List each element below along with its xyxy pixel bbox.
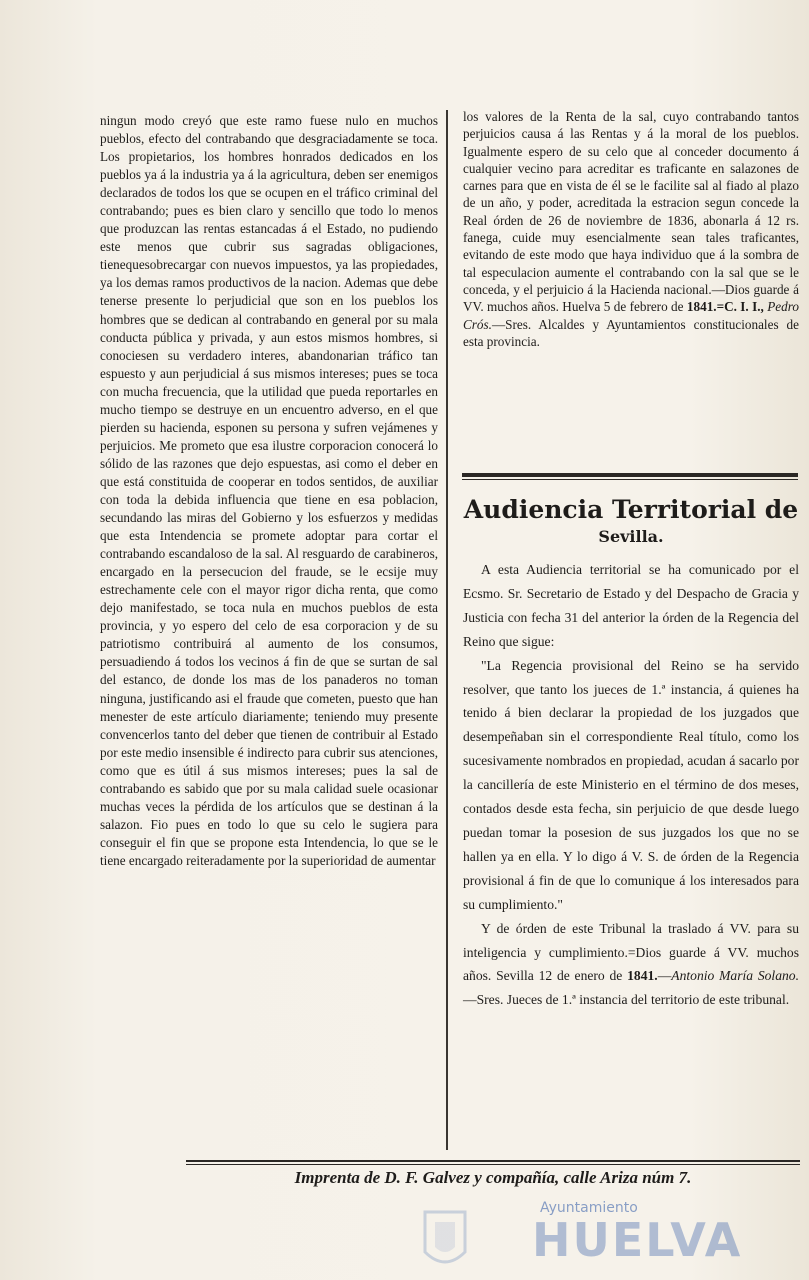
paragraph-3-body: Y de órden de este Tribunal la traslado á VV. para su inteligencia y cumplimiento.=Dios guarde á VV. muchos años. Sevilla 12 de enero de [463,920,799,984]
left-column [100,112,438,870]
section-rule-thin [462,479,798,480]
section-subtitle: Sevilla. [598,527,664,546]
right-column-top [463,108,799,350]
signer-name: Pedro Crós. [463,299,799,332]
right-top-text [463,108,799,350]
paragraph-2: "La Regencia provisional del Reino se ha servido resolver, que tanto los jueces de 1.ª instancia, á quienes ha tenido á bien declarar la propiedad de los juzgados que desempeñaban sin el correspondiente Real título, como los sucesivamente nombrados en propiedad, acudan á sacarlo por la cancillería de este Ministerio en el término de dos meses, contados desde esta fecha, sin perjuicio de que desde luego puedan tomar la posesion de sus juzgados los que no se hallen ya en ella. Y lo digo á V. S. de órden de la Regencia provisional á fin de que lo comunique á los interesados para su cumplimiento." [463,657,799,912]
date-year: 1841. [686,299,717,315]
paragraph-3-closing: —Sres. Jueces de 1.ª instancia del territorio de este tribunal. [463,992,790,1008]
watermark-subtitle: Ayuntamiento [540,1200,638,1216]
right-column-bottom [463,558,799,1012]
printer-imprint: Imprenta de D. F. Galvez y compañía, calle Ariza núm 7. [294,1168,692,1187]
paragraph-3 [463,917,799,1013]
section-rule-thick [462,473,798,477]
watermark-title: HUELVA [532,1213,743,1267]
left-column-text: ningun modo creyó que este ramo fuese nulo en muchos pueblos, efecto del contrabando que desgraciadamente se toca. Los propietarios, los hombres honrados dedicados en los pueblos ya á la industria ya á la agricultura, deben ser enemigos declarados de todos los que se ocupen en el tráfico criminal del contrabando; pues es bien claro y sencillo que todo lo menos que produzcan las rentas estancadas á el Estado, no pudiendo este menos que cubrir sus sagradas obligaciones, tienequesobrecargar con nuevos impuestos, ya las propiedades, ya los demas ramos productivos de la nacion. Ademas que debe tenerse presente lo perjudicial que son en los pueblos los hombres que se dedican al contrabando en general por su mala conducta pública y privada, y aun estos mismos hombres, si conociesen su verdadero interes, abandonarian tráfico tan espuesto y aun perjudicial á sus mismos intereses; pues se toca con mucha frecuencia, que la utilidad que pueda reportarles en mucho tiempo se destruye en un encuentro adverso, en el que pierden su hacienda, esponen su persona y sufren vejámenes y perjuicios. Me prometo que esa ilustre corporacion conocerá lo sólido de las razones que dejo espuestas, asi como el deber en que está constituida de cooperar en todos sentidos, de auxiliar con toda la debida influencia que tiene en esa poblacion, secundando las miras del Gobierno y los esfuerzos y medidas que esta Intendencia se promete adoptar para cortar el contrabando escandaloso de la sal. Al resguardo de carabineros, encargado en la persecucion del fraude, se le ecsije muy estrechamente cele con el mayor rigor dicha renta, que como dejo manifestado, se toca nula en muchos pueblos de esta provincia, y yo espero del celo de esa corporacion y de su patriotismo contribuirá al aumento de los consumos, persuadiendo á todos los vecinos á fin de que se surtan de sal del estanco, de donde los mas de los panaderos no toman ninguna, justificando asi el fraude que cometen, puesto que han menester de este artículo diariamente; teniendo muy presente convencerlos tanto del deber que tienen de contribuir al Estado por este medio insensible é indirecto para cubrir sus atenciones, como que es útil á sus mismos intereses; pues la sal de contrabando es sabido que por su mala calidad suele ocasionar muchas veces la pérdida de los artículos que se destinan á la salazon. Fio pues en todo lo que su celo le sugiera para conseguir el fin que se propone esta Intendencia, lo que se le tiene encargado reiteradamente por la superioridad de aumentar [100,113,438,868]
closing-text: —Sres. Alcaldes y Ayuntamientos constitucionales de esta provincia. [463,316,799,349]
footer-rule-thick [186,1160,800,1162]
footer-rule-thin [186,1164,800,1165]
paragraph-3-year: 1841. [627,968,658,984]
paragraph-3-dash: — [657,968,672,984]
paragraph-3-signer: Antonio María Solano. [671,968,799,984]
paragraph-1: A esta Audiencia territorial se ha comunicado por el Ecsmo. Sr. Secretario de Estado y del Despacho de Gracia y Justicia con fecha 31 del anterior la órden de la Regencia del Reino que sigue: [463,562,799,649]
signature-initials: =C. I. I., [716,299,768,315]
section-title: Audiencia Territorial de [463,495,799,524]
right-top-body: los valores de la Renta de la sal, cuyo contrabando tantos perjuicios causa á las Rentas y á la moral de los pueblos. Igualmente espero de su celo que al conceder documento á cualquier vecino para acreditar es traficante en salazones de carnes para que en vista de él se le facilite sal al fiado al plazo de un año, y poder, acreditada la estracion segun concede la Real órden de 26 de noviembre de 1836, abonarla á 12 rs. fanega, cuide muy esencialmente sean tales traficantes, evitando de este modo que haya individuo que á la sombra de tal especulacion aumente el contrabando con la sal que se le conceda, y el perjuicio á la Hacienda nacional.—Dios guarde á VV. muchos años. Huelva 5 de febrero de [463,109,799,315]
column-divider [446,110,448,1150]
